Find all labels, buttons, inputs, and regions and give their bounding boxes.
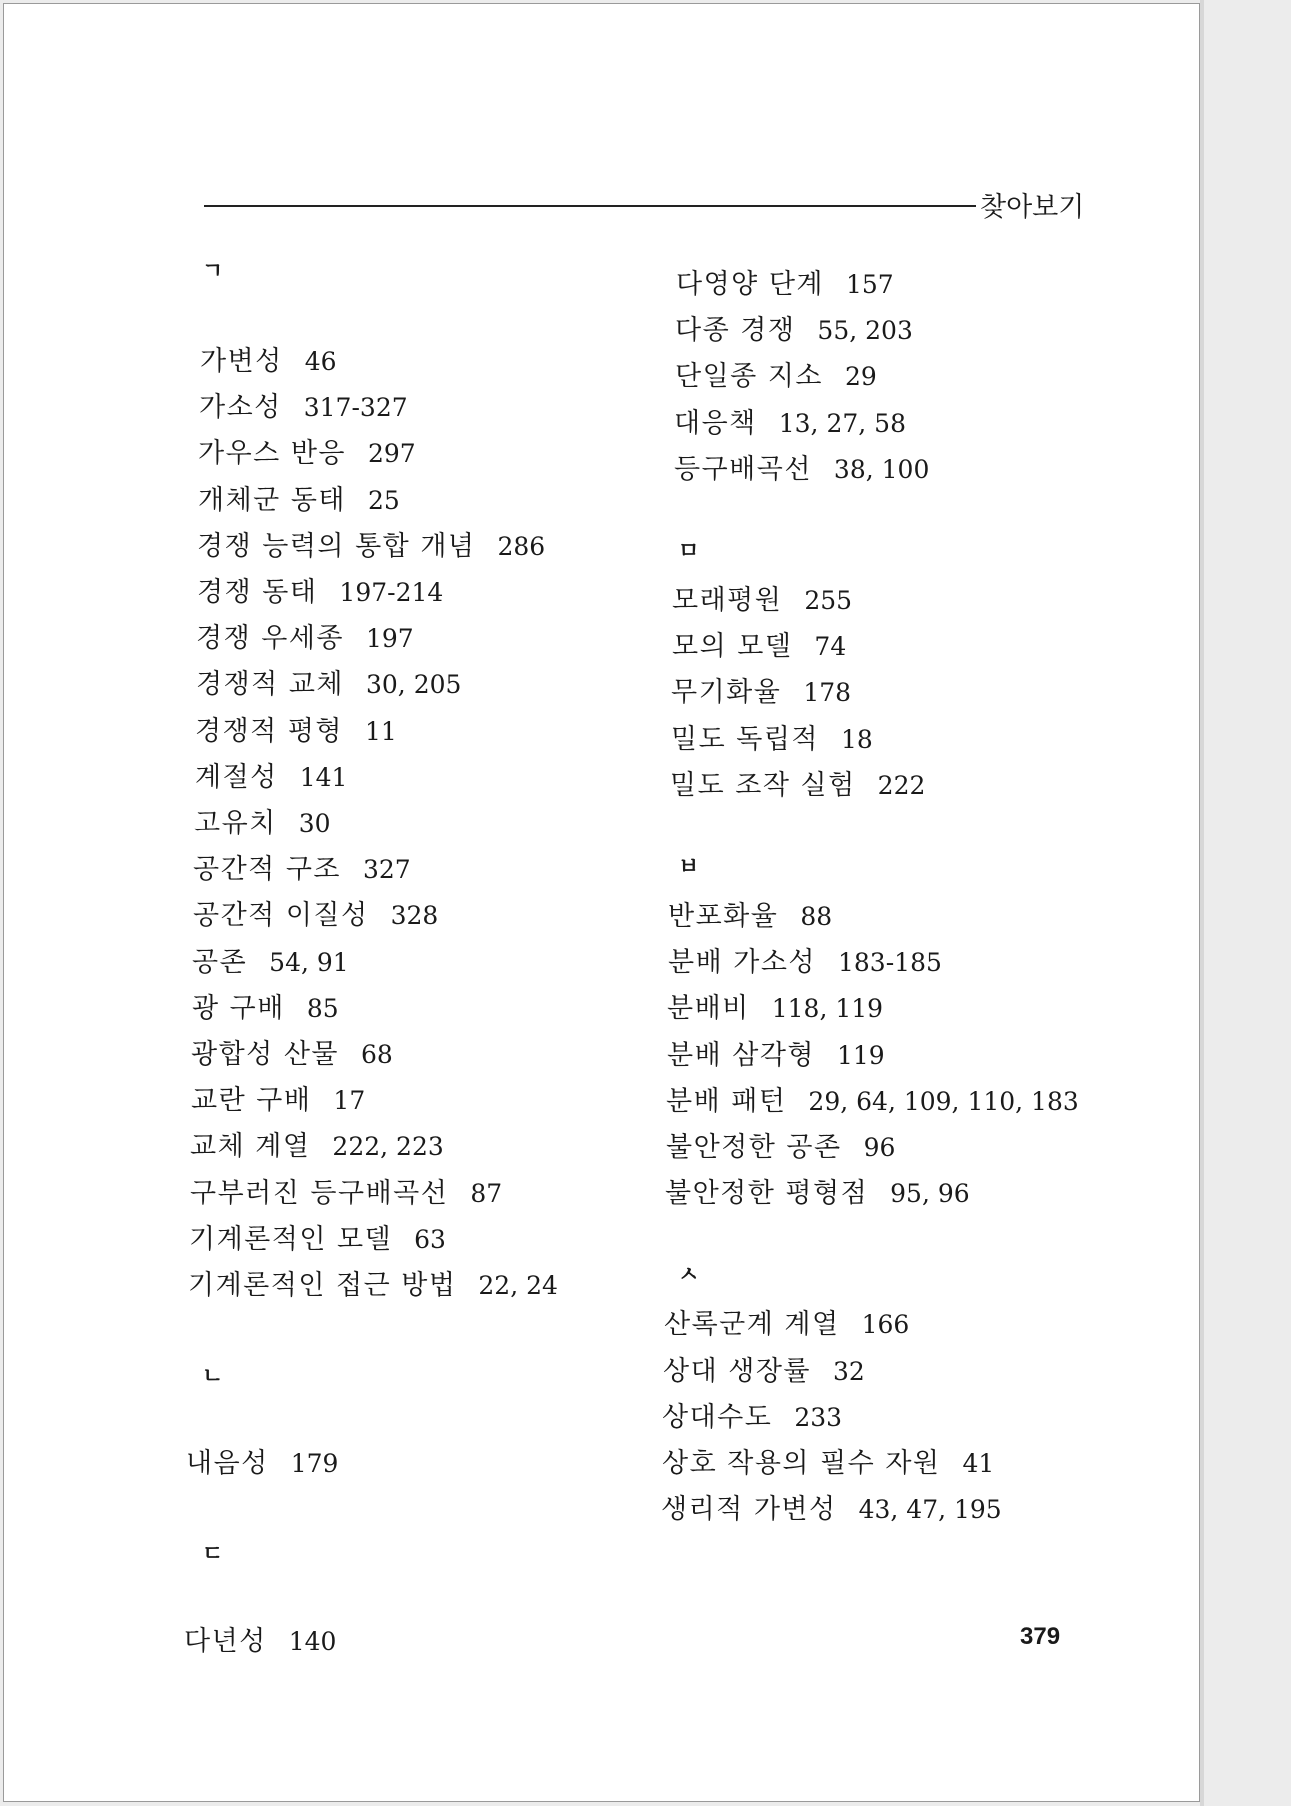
index-entry bbox=[670, 769, 925, 803]
index-entry bbox=[197, 530, 545, 564]
index-term: 상호 작용의 필수 자원 bbox=[662, 1448, 941, 1479]
index-group-letter: ㅁ bbox=[678, 539, 700, 564]
index-page-refs: 17 bbox=[333, 1086, 366, 1116]
index-page-refs: 54, 91 bbox=[269, 947, 349, 977]
index-page-refs: 74 bbox=[814, 632, 847, 662]
index-page-refs: 222 bbox=[877, 770, 926, 800]
index-term: 모래평원 bbox=[672, 585, 783, 616]
index-entry bbox=[668, 900, 832, 934]
index-term: 경쟁 능력의 통합 개념 bbox=[197, 530, 476, 562]
index-term: 밀도 독립적 bbox=[671, 723, 819, 755]
index-page-refs: 178 bbox=[803, 678, 852, 708]
index-entry bbox=[190, 1177, 502, 1211]
index-page-refs: 119 bbox=[837, 1040, 885, 1070]
index-entry bbox=[671, 676, 851, 710]
book-page bbox=[3, 3, 1200, 1802]
index-term: 다종 경쟁 bbox=[675, 315, 796, 347]
index-entry bbox=[192, 946, 349, 980]
index-term: 공간적 이질성 bbox=[193, 900, 369, 932]
index-page-refs: 328 bbox=[390, 901, 439, 931]
index-page-refs: 197 bbox=[366, 624, 414, 654]
index-term: 분배 삼각형 bbox=[667, 1039, 815, 1071]
index-entry bbox=[191, 1084, 365, 1118]
index-entry bbox=[193, 853, 411, 887]
index-entry bbox=[197, 576, 443, 610]
page-edge bbox=[1200, 0, 1204, 1806]
index-entry bbox=[661, 1493, 1002, 1527]
index-page-refs: 255 bbox=[804, 586, 853, 615]
index-entry bbox=[663, 1355, 865, 1389]
index-page-refs: 32 bbox=[833, 1356, 865, 1386]
index-term: 가소성 bbox=[199, 392, 282, 424]
index-term: 분배비 bbox=[667, 993, 750, 1025]
index-page-refs: 179 bbox=[290, 1449, 339, 1479]
index-page-refs: 85 bbox=[306, 993, 339, 1023]
index-entry bbox=[676, 268, 894, 302]
index-term: 불안정한 평형점 bbox=[665, 1178, 869, 1210]
index-term: 가변성 bbox=[200, 346, 283, 377]
index-term: 광 구배 bbox=[192, 992, 285, 1024]
index-term: 광합성 산물 bbox=[191, 1039, 339, 1070]
index-term: 기계론적인 접근 방법 bbox=[188, 1270, 457, 1301]
index-entry bbox=[198, 484, 400, 518]
index-term: 불안정한 공존 bbox=[666, 1132, 842, 1163]
index-term: 기계론적인 모델 bbox=[189, 1223, 393, 1255]
index-term: 교란 구배 bbox=[191, 1085, 312, 1117]
index-term: 개체군 동태 bbox=[198, 484, 346, 516]
index-entry bbox=[662, 1401, 842, 1435]
index-entry bbox=[675, 360, 877, 394]
index-entry bbox=[664, 1308, 909, 1342]
index-term: 생리적 가변성 bbox=[661, 1494, 837, 1526]
index-entry bbox=[195, 715, 397, 749]
index-group-letter: ㄱ bbox=[202, 259, 224, 284]
index-entry bbox=[674, 453, 929, 487]
index-entry bbox=[186, 1447, 338, 1481]
index-page-refs: 68 bbox=[361, 1040, 393, 1069]
index-term: 모의 모델 bbox=[672, 631, 793, 663]
index-entry bbox=[190, 1130, 444, 1164]
index-term: 고유치 bbox=[194, 808, 277, 839]
index-page-refs: 297 bbox=[368, 439, 416, 469]
index-entry bbox=[667, 1039, 885, 1073]
index-entry bbox=[196, 622, 414, 656]
index-page-refs: 38, 100 bbox=[833, 454, 930, 484]
index-page-refs: 95, 96 bbox=[890, 1179, 970, 1209]
index-term: 계절성 bbox=[195, 761, 278, 793]
index-entry bbox=[666, 1085, 1079, 1119]
index-term: 다영양 단계 bbox=[676, 269, 824, 300]
index-term: 구부러진 등구배곡선 bbox=[190, 1177, 449, 1209]
index-term: 상대 생장률 bbox=[663, 1355, 811, 1387]
index-term: 가우스 반응 bbox=[198, 438, 346, 470]
index-page-refs: 118, 119 bbox=[771, 994, 884, 1024]
index-entry bbox=[671, 723, 873, 757]
index-page-refs: 41 bbox=[962, 1449, 995, 1478]
index-page-refs: 233 bbox=[794, 1402, 843, 1432]
index-page-refs: 157 bbox=[846, 270, 894, 299]
index-page-refs: 55, 203 bbox=[817, 316, 913, 346]
index-term: 산록군계 계열 bbox=[664, 1309, 840, 1341]
index-entry bbox=[667, 992, 883, 1026]
index-entry bbox=[184, 1625, 336, 1659]
index-term: 분배 패턴 bbox=[666, 1085, 787, 1117]
index-page-refs: 30 bbox=[298, 809, 331, 838]
header-rule bbox=[204, 205, 976, 207]
index-entry bbox=[675, 314, 913, 348]
page-number: 379 bbox=[1020, 1623, 1061, 1650]
index-entry bbox=[191, 1038, 393, 1072]
index-term: 다년성 bbox=[184, 1626, 267, 1658]
index-term: 공존 bbox=[192, 946, 248, 978]
index-page-refs: 327 bbox=[363, 855, 411, 885]
index-page-refs: 87 bbox=[470, 1178, 503, 1208]
index-page-refs: 43, 47, 195 bbox=[858, 1495, 1002, 1525]
index-entry bbox=[193, 899, 438, 933]
index-page-refs: 141 bbox=[299, 762, 348, 792]
index-page-refs: 18 bbox=[841, 724, 873, 754]
index-term: 무기화율 bbox=[671, 677, 782, 709]
index-page-refs: 63 bbox=[414, 1224, 446, 1254]
index-page-refs: 140 bbox=[288, 1627, 337, 1657]
index-term: 경쟁 동태 bbox=[197, 577, 318, 608]
index-entry bbox=[194, 807, 331, 841]
index-term: 밀도 조작 실험 bbox=[670, 769, 856, 801]
index-page-refs: 29, 64, 109, 110, 183 bbox=[808, 1086, 1079, 1116]
index-entry bbox=[662, 1447, 994, 1481]
index-page-refs: 11 bbox=[365, 716, 397, 746]
index-page-refs: 13, 27, 58 bbox=[778, 408, 906, 438]
index-page-refs: 88 bbox=[800, 902, 833, 931]
index-entry bbox=[674, 407, 906, 441]
index-term: 단일종 지소 bbox=[675, 361, 823, 393]
index-term: 분배 가소성 bbox=[668, 947, 816, 979]
index-page-refs: 25 bbox=[368, 485, 400, 515]
index-term: 등구배곡선 bbox=[674, 453, 812, 485]
index-entry bbox=[196, 668, 461, 702]
index-entry bbox=[199, 391, 408, 425]
index-entry bbox=[188, 1269, 558, 1303]
index-group-letter: ㄴ bbox=[202, 1364, 224, 1390]
index-group-letter: ㄷ bbox=[202, 1542, 224, 1568]
index-page-refs: 46 bbox=[304, 347, 337, 376]
index-page-refs: 317-327 bbox=[303, 393, 408, 423]
index-entry bbox=[668, 946, 942, 980]
index-page-refs: 286 bbox=[497, 531, 546, 561]
index-entry bbox=[198, 437, 416, 471]
index-entry bbox=[195, 761, 347, 795]
index-group-letter: ㅅ bbox=[678, 1263, 700, 1289]
index-page-refs: 183-185 bbox=[838, 948, 942, 978]
index-page-refs: 96 bbox=[863, 1133, 896, 1162]
index-entry bbox=[672, 630, 846, 664]
index-entry bbox=[666, 1131, 895, 1165]
index-page-refs: 22, 24 bbox=[478, 1271, 558, 1300]
index-term: 경쟁 우세종 bbox=[196, 623, 344, 655]
index-term: 상대수도 bbox=[662, 1401, 773, 1433]
index-page-refs: 197-214 bbox=[339, 578, 444, 607]
index-term: 공간적 구조 bbox=[193, 854, 341, 886]
index-entry bbox=[200, 345, 337, 379]
index-term: 경쟁적 평형 bbox=[195, 715, 343, 747]
index-entry bbox=[672, 584, 852, 618]
index-group-letter: ㅂ bbox=[678, 855, 700, 880]
index-page-refs: 222, 223 bbox=[332, 1132, 444, 1162]
index-term: 경쟁적 교체 bbox=[196, 669, 344, 701]
index-entry bbox=[189, 1223, 446, 1257]
index-term: 대응책 bbox=[674, 407, 757, 439]
index-term: 내음성 bbox=[186, 1448, 269, 1480]
index-entry bbox=[192, 992, 339, 1026]
index-term: 교체 계열 bbox=[190, 1131, 311, 1163]
index-page-refs: 166 bbox=[861, 1310, 910, 1340]
index-page-refs: 29 bbox=[845, 362, 877, 392]
index-entry bbox=[665, 1177, 970, 1211]
index-page-refs: 30, 205 bbox=[366, 670, 462, 700]
running-header-title: 찾아보기 bbox=[980, 192, 1085, 223]
index-term: 반포화율 bbox=[668, 901, 779, 932]
